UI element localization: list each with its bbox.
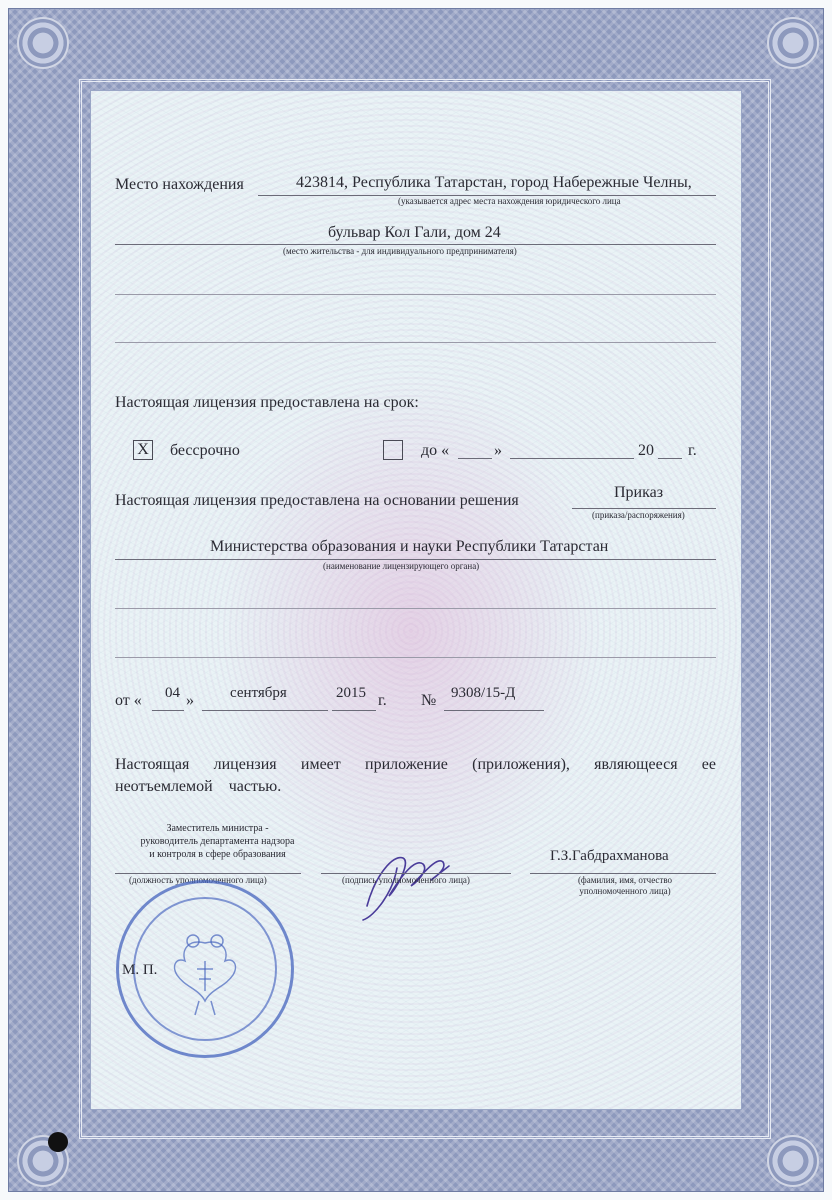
basis-doc-type-hint: (приказа/распоряжения): [592, 510, 685, 520]
blank-line: [115, 608, 716, 609]
corner-rosette-icon: [767, 1135, 819, 1187]
date-month: сентября: [230, 685, 287, 701]
date-close-quote: »: [186, 692, 194, 709]
official-name: Г.З.Габдрахманова: [550, 848, 669, 864]
location-address-line-2: бульвар Кол Гали, дом 24: [328, 224, 501, 241]
until-year-prefix: 20: [638, 442, 654, 459]
until-month-underline: [510, 458, 634, 459]
blank-line: [115, 657, 716, 658]
basis-heading: Настоящая лицензия предоставлена на основании решения: [115, 492, 519, 509]
name-hint: [545, 875, 705, 897]
date-year-underline: [332, 710, 376, 711]
until-year-suffix: г.: [688, 442, 697, 459]
official-position: [130, 822, 305, 861]
location-line-2-underline: [115, 244, 716, 245]
date-day-underline: [152, 710, 184, 711]
location-hint-1: (указывается адрес места нахождения юридического лица: [398, 196, 621, 206]
location-address-line-1: 423814, Республика Татарстан, город Набережные Челны,: [296, 174, 692, 191]
date-day: 04: [165, 685, 180, 701]
date-year-suffix: г.: [378, 692, 387, 709]
name-underline: [530, 873, 716, 874]
unlimited-checkbox: X: [133, 440, 153, 460]
basis-authority: Министерства образования и науки Республики Татарстан: [210, 538, 609, 555]
official-position-line: руководитель департамента надзора: [140, 836, 295, 847]
official-position-line: и контроля в сфере образования: [149, 849, 286, 860]
license-number: 9308/15-Д: [451, 685, 516, 701]
basis-doc-type-underline: [572, 508, 716, 509]
corner-rosette-icon: [17, 17, 69, 69]
corner-rosette-icon: [767, 17, 819, 69]
annex-text-line-1: Настоящая лицензия имеет приложение (приложения), являющееся ее: [115, 756, 716, 773]
signature-hint: (подпись уполномоченного лица): [342, 875, 470, 885]
name-hint-line: (фамилия, имя, отчество: [577, 875, 673, 885]
until-day-underline: [458, 458, 492, 459]
until-close-quote: »: [494, 442, 502, 459]
number-underline: [444, 710, 544, 711]
date-month-underline: [202, 710, 328, 711]
annex-text-line-2: неотъемлемой частью.: [115, 778, 282, 795]
hole-punch: [48, 1132, 68, 1152]
until-year-underline: [658, 458, 682, 459]
position-underline: [115, 873, 301, 874]
basis-authority-underline: [115, 559, 716, 560]
location-hint-2: (место жительства - для индивидуального предпринимателя): [283, 246, 517, 256]
until-checkbox: [383, 440, 403, 460]
official-position-line: Заместитель министра -: [166, 823, 269, 834]
name-hint-line: уполномоченного лица): [579, 886, 671, 896]
basis-doc-type: Приказ: [614, 484, 664, 501]
location-label: Место нахождения: [115, 176, 244, 193]
unlimited-label: бессрочно: [170, 442, 240, 459]
until-label: до «: [421, 442, 450, 459]
position-hint: (должность уполномоченного лица): [129, 875, 267, 885]
stamp-place: М. П.: [122, 962, 158, 978]
number-sign: №: [421, 692, 437, 709]
date-year: 2015: [336, 685, 366, 701]
term-heading: Настоящая лицензия предоставлена на срок:: [115, 394, 419, 411]
basis-authority-hint: (наименование лицензирующего органа): [323, 561, 480, 571]
blank-line: [115, 342, 716, 343]
date-from-label: от «: [115, 692, 142, 709]
signature-underline: [321, 873, 511, 874]
blank-line: [115, 294, 716, 295]
